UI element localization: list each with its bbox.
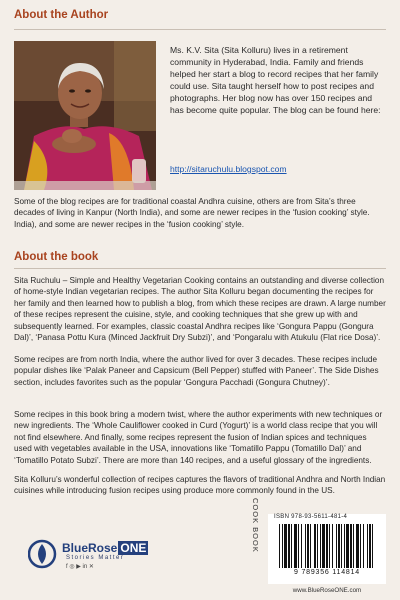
isbn-number: 9 789356 114814 <box>294 569 360 576</box>
about-book-heading: About the book <box>14 251 99 263</box>
book-paragraph: Sita Kolluru’s wonderful collection of recipes captures the flavors of traditional Andhra and North Indian cuisines while introducing fusion recipes using produce more commonly found in the US. <box>14 475 386 496</box>
publisher-tagline: Stories Matter <box>66 555 125 561</box>
bluerose-mark-icon <box>28 539 64 569</box>
book-paragraph: Sita Ruchulu – Simple and Healthy Vegetarian Cooking contains an outstanding and diverse collection of home-style Indian vegetarian recipes. The author Sita Kolluru began documenting the recipes for her family and then learned how to publish a blog, from which these recipes are drawn. A large number of these recipes represent the cuisine, style, and cooking techniques that she grew up with and subsequently learned. For examples, classic coastal Andhra recipes like ‘Gongura Pappu (Gongura Dal)’, ‘Panasa Pottu Kura (Minced Jackfruit Dry Subzi)’, and ‘Pongaralu with Atukulu (Flat rice Dosa)’. <box>14 276 386 343</box>
publisher-website[interactable]: www.BlueRoseONE.com <box>292 587 362 594</box>
author-bio: Ms. K.V. Sita (Sita Kolluru) lives in a retirement community in Hyderabad, India. Family and friends helped her start a blog to record recipes that her family could use. Sita taught herself how to post recipes and photographs. Her blog now has over 150 recipes and has become quite popular. The blog can be found here: <box>170 45 381 116</box>
isbn-barcode <box>278 524 376 570</box>
author-divider <box>14 29 386 30</box>
author-bio-continued: Some of the blog recipes are for traditional coastal Andhra cuisine, others are from Sita’s three decades of living in Kanpur (North India), and some are newer recipes in the ‘fusion cooking’ style. India), and some are newer recipes in the ‘fusion cooking’ style. <box>14 197 370 229</box>
social-icons: f ◎ ▶ in ✕ <box>66 564 94 570</box>
isbn-label: ISBN 978-93-5611-481-4 <box>274 514 348 520</box>
book-paragraph: Some recipes in this book bring a modern twist, where the author experiments with new techniques or new ingredients. The ‘Whole Cauliflower cooked in Curd (Yogurt)’ is a world class recipe that you will not find elsewhere. And finally, some recipes represent the fusion of Indian spices and techniques used with vegetables available in the USA, innovations like ‘Tomatillo Pappu (Tomatillo Dal)’ and ‘Tomatillo Potato Subzi’. There are more than 140 recipes, and a useful glossary of the ingredients. <box>14 410 383 465</box>
blog-link[interactable]: http://sitaruchulu.blogspot.com <box>170 164 287 174</box>
about-author-heading: About the Author <box>14 9 109 21</box>
publisher-name-one: ONE <box>120 541 147 555</box>
author-photo <box>14 41 156 190</box>
publisher-name: BlueRose <box>62 541 118 555</box>
genre-label: COOK BOOK <box>251 498 260 553</box>
book-divider <box>14 268 386 269</box>
book-paragraph: Some recipes are from north India, where the author lived for over 3 decades. These recipes include popular dishes like ‘Palak Paneer and Capsicum (Bell Pepper) stuffed with Paneer’. The Side Dishes section, includes favorites such as the popular ‘Gongura Pacchadi (Gongura Chutney)’. <box>14 355 379 387</box>
